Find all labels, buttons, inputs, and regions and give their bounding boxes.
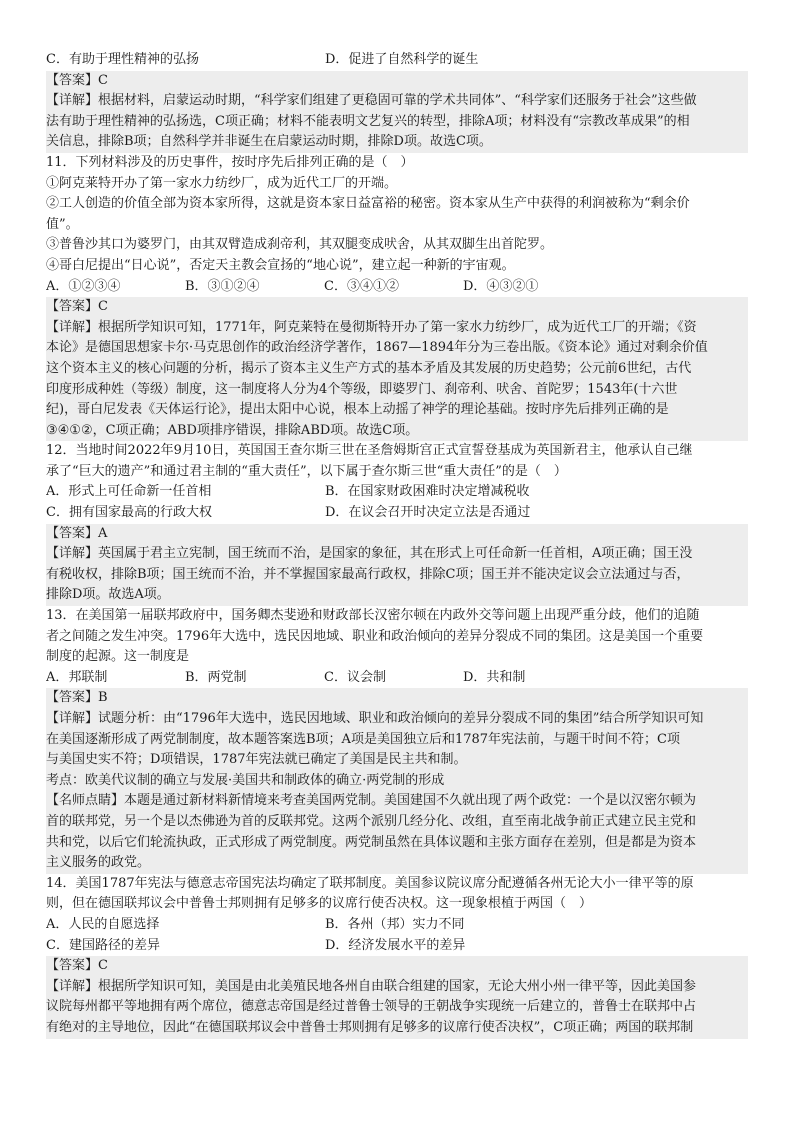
q14-detail-line: 议院每州都平等地拥有两个席位，德意志帝国是经过普鲁士领导的王朝战争实现统一后建立的，普鲁士在联邦中占 bbox=[46, 997, 748, 1018]
option-d: D．在议会召开时决定立法是否通过 bbox=[325, 505, 531, 521]
q13-tip-line: 首的联邦党，另一个是以杰佛逊为首的反联邦党。这两个派别几经分化、改组，直至南北战争前正式建立民主党和 bbox=[46, 812, 748, 833]
q13-stem: 制度的起源。这一制度是 bbox=[46, 649, 190, 665]
option-b: B．两党制 bbox=[185, 669, 247, 685]
q11-detail-line: 【详解】根据所学知识可知，1771年，阿克莱特在曼彻斯特开办了第一家水力纺纱厂，成为近代工厂的开端；《资 bbox=[46, 318, 748, 339]
q11-item: ②工人创造的价值全部为资本家所得，这就是资本家日益富裕的秘密。资本家从生产中获得的利润被称为“剩余价 bbox=[46, 196, 690, 212]
q11-item: ④哥白尼提出“日心说”，否定天主教会宣扬的“地心说”，建立起一种新的宇宙观。 bbox=[46, 257, 515, 273]
q13-tip-line: 共和党，以后它们轮流执政，正式形成了两党制度。两党制虽然在具体议题和主张方面存在差别，但是都是为资本 bbox=[46, 833, 748, 854]
q10-detail-line: 法有助于理性精神的弘扬选，C项正确；材料不能表明文艺复兴的转型，排除A项；材料没有“宗教改革成果”的相 bbox=[46, 112, 748, 133]
q13-stem: 13．在美国第一届联邦政府中，国务卿杰斐逊和财政部长汉密尔顿在内政外交等问题上出现严重分歧，他们的追随 bbox=[46, 608, 700, 624]
option-b: B．在国家财政困难时决定增减税收 bbox=[325, 484, 530, 500]
q12-detail-line: 【详解】英国属于君主立宪制，国王统而不治，是国家的象征，其在形式上可任命新一任首相，A项正确；国王没 bbox=[46, 544, 748, 565]
option-a: A．人民的自愿选择 bbox=[46, 916, 160, 932]
q14-stem: 则，但在德国联邦议会中普鲁士邦则拥有足够多的议席行使否决权。这一现象根植于两国（ ） bbox=[46, 896, 593, 912]
q12-options bbox=[46, 482, 748, 503]
q10-detail-line: 【详解】根据材料，启蒙运动时期，“科学家们组建了更稳固可靠的学术共同体”、“科学家们还服务于社会”这些做 bbox=[46, 91, 748, 112]
q13-stem: 者之间随之发生冲突。1796年大选中，选民因地域、职业和政治倾向的差异分裂成不同的集团。这是美国一个重要 bbox=[46, 628, 704, 644]
q13-answer: 【答案】B bbox=[46, 688, 748, 709]
q14-stem: 14．美国1787年宪法与德意志帝国宪法均确定了联邦制度。美国参议院议席分配遵循各州无论大小一律平等的原 bbox=[46, 875, 694, 891]
q11-detail-line: 这个资本主义的核心问题的分析，揭示了资本主义生产方式的基本矛盾及其发展的历史趋势；公元前6世纪，古代 bbox=[46, 359, 748, 380]
q11-stem: 11．下列材料涉及的历史事件，按时序先后排列正确的是（ ） bbox=[46, 154, 414, 170]
q11-detail-line: 纪)，哥白尼发表《天体运行论》，提出太阳中心说，根本上动摇了神学的理论基础。按时序先后排列正确的是 bbox=[46, 400, 748, 421]
q11-detail-line: 本论》是德国思想家卡尔·马克思创作的政治经济学著作，1867—1894年分为三卷出版。《资本论》通过对剩余价值 bbox=[46, 338, 748, 359]
q11-answer: 【答案】C bbox=[46, 297, 748, 318]
option-c: C．建国路径的差异 bbox=[46, 937, 160, 953]
q11-options bbox=[46, 277, 748, 298]
q13-detail-line: 与美国史实不符；D项错误，1787年宪法就已确定了美国是民主共和制。 bbox=[46, 750, 748, 771]
q12-detail-line: 排除D项。故选A项。 bbox=[46, 585, 748, 606]
q13-tip-line: 主义服务的政党。 bbox=[46, 853, 748, 874]
q12-detail-line: 有税收权，排除B项；国王统而不治，并不掌握国家最高行政权，排除C项；国王并不能决定议会立法通过与否， bbox=[46, 565, 748, 586]
option-c: C．有助于理性精神的弘扬 bbox=[46, 52, 199, 67]
q11-item: ①阿克莱特开办了第一家水力纺纱厂，成为近代工厂的开端。 bbox=[46, 175, 398, 191]
option-c: C．③④①② bbox=[324, 278, 399, 294]
option-a: A．邦联制 bbox=[46, 669, 108, 685]
option-a: A．①②③④ bbox=[46, 278, 121, 294]
q12-options bbox=[46, 503, 748, 524]
option-b: B．③①②④ bbox=[185, 278, 260, 294]
q10-answer: 【答案】C bbox=[46, 71, 748, 92]
q14-options bbox=[46, 936, 748, 957]
option-a: A．形式上可任命新一任首相 bbox=[46, 484, 212, 500]
option-b: B．各州（邦）实力不同 bbox=[325, 916, 465, 932]
option-d: D．共和制 bbox=[463, 669, 526, 685]
q13-tip-line: 【名师点睛】本题是通过新材料新情境来考查美国两党制。美国建国不久就出现了两个政党：一个是以汉密尔顿为 bbox=[46, 791, 748, 812]
page-content bbox=[46, 50, 748, 1039]
q11-detail-line: ③④①②，C项正确；ABD项排序错误，排除ABD项。故选C项。 bbox=[46, 421, 748, 442]
q14-detail-line: 【详解】根据所学知识可知，美国是由北美殖民地各州自由联合组建的国家，无论大州小州一律平等，因此美国参 bbox=[46, 977, 748, 998]
q10-options bbox=[46, 50, 748, 71]
option-d: D．促进了自然科学的诞生 bbox=[325, 52, 479, 67]
q13-options bbox=[46, 668, 748, 689]
q10-detail-line: 关信息，排除B项；自然科学并非诞生在启蒙运动时期，排除D项。故选C项。 bbox=[46, 132, 748, 153]
q12-answer: 【答案】A bbox=[46, 524, 748, 545]
q12-stem: 12．当地时间2022年9月10日，英国国王查尔斯三世在圣詹姆斯宫正式宣誓登基成为英国新君主，他承认自己继 bbox=[46, 443, 693, 459]
q11-detail-line: 印度形成种姓（等级）制度，这一制度将人分为4个等级，即婆罗门、刹帝利、吠舍、首陀罗；1543年(十六世 bbox=[46, 380, 748, 401]
q13-detail-line: 在美国逐渐形成了两党制制度，故本题答案选B项；A项是美国独立后和1787年宪法前，与题干时间不符；C项 bbox=[46, 730, 748, 751]
q14-answer: 【答案】C bbox=[46, 956, 748, 977]
q11-item: 值”。 bbox=[46, 216, 79, 232]
q13-detail-line: 【详解】试题分析：由“1796年大选中，选民因地域、职业和政治倾向的差异分裂成不同的集团”结合所学知识可知 bbox=[46, 709, 748, 730]
q14-options bbox=[46, 915, 748, 936]
option-d: D．经济发展水平的差异 bbox=[325, 937, 466, 953]
q12-stem: 承了“巨大的遗产”和通过君主制的“重大责任”，以下属于查尔斯三世“重大责任”的是（ ） bbox=[46, 463, 567, 479]
q11-item: ③普鲁沙其口为婆罗门，由其双臂造成刹帝利，其双腿变成吠舍，从其双脚生出首陀罗。 bbox=[46, 237, 554, 253]
option-c: C．议会制 bbox=[324, 669, 386, 685]
option-d: D．④③②① bbox=[463, 278, 539, 294]
q13-kaodian: 考点：欧美代议制的确立与发展·美国共和制政体的确立·两党制的形成 bbox=[46, 771, 748, 792]
q14-detail-line: 有绝对的主导地位，因此“在德国联邦议会中普鲁士邦则拥有足够多的议席行使否决权”，C项正确；两国的联邦制 bbox=[46, 1018, 748, 1039]
option-c: C．拥有国家最高的行政大权 bbox=[46, 505, 212, 521]
